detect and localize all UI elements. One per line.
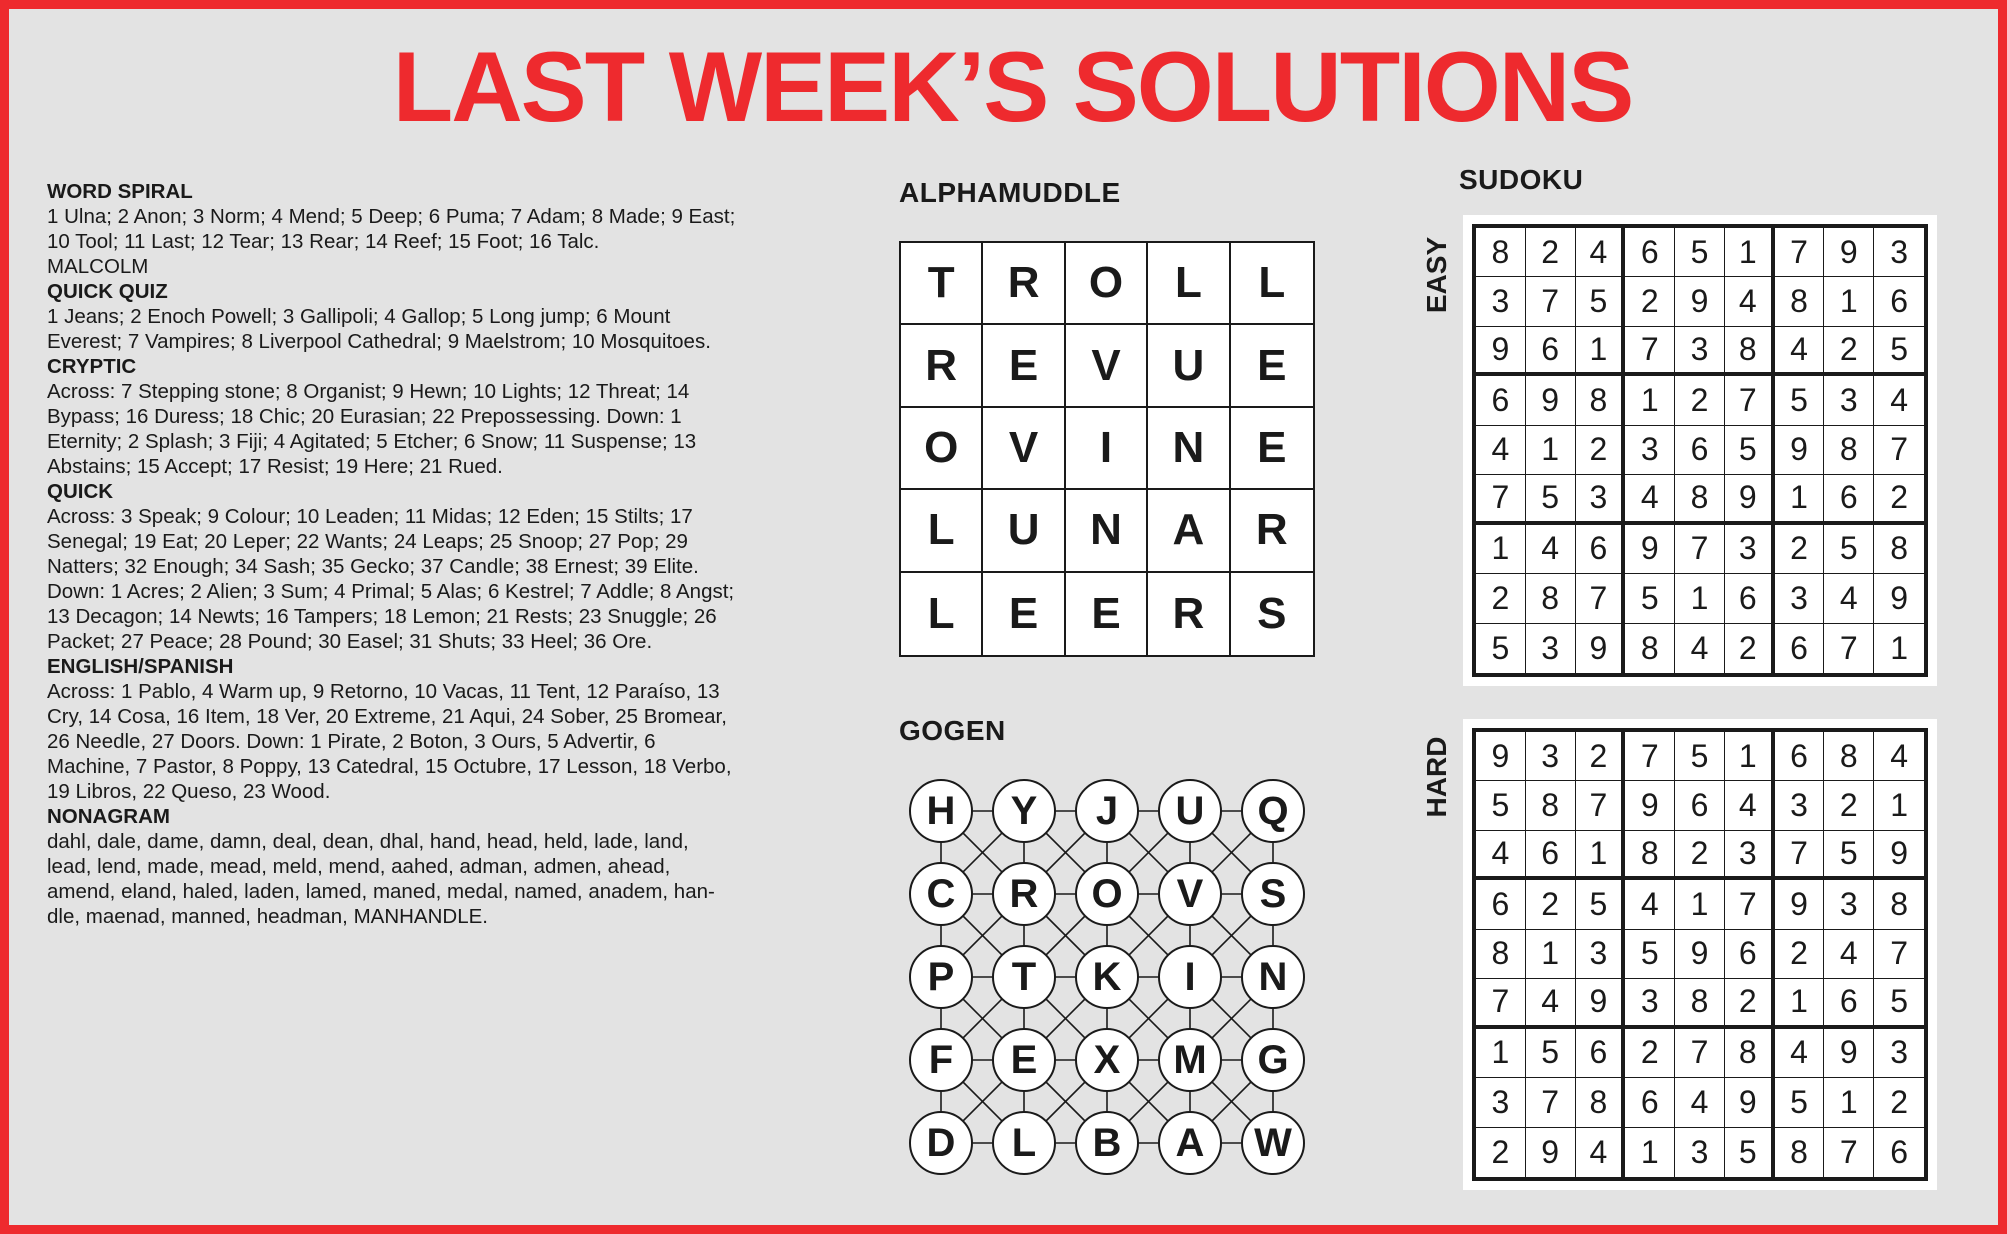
sudoku-cell: 2 (1526, 880, 1576, 929)
sudoku-cell: 8 (1874, 880, 1924, 929)
solution-line: dle, maenad, manned, headman, MANHANDLE. (47, 905, 488, 928)
solution-line: Across: 7 Stepping stone; 8 Organist; 9 Hewn; 10 Lights; 12 Threat; 14 (47, 380, 690, 403)
sudoku-cell: 6 (1526, 831, 1576, 880)
solutions-text-column (47, 179, 807, 929)
sudoku-cell: 7 (1576, 574, 1626, 623)
sudoku-cell: 1 (1476, 1029, 1526, 1078)
sudoku-cell: 8 (1476, 930, 1526, 979)
alphamuddle-cell: R (983, 243, 1065, 325)
sudoku-cell: 9 (1824, 228, 1874, 277)
alphamuddle-cell: E (1231, 325, 1313, 407)
solution-line: Machine, 7 Pastor, 8 Poppy, 13 Catedral, 15 Octubre, 17 Lesson, 18 Verbo, (47, 755, 732, 778)
sudoku-cell: 4 (1874, 732, 1924, 781)
sudoku-cell: 4 (1824, 574, 1874, 623)
sudoku-cell: 2 (1476, 1128, 1526, 1177)
gogen-letter: P (927, 954, 955, 999)
sudoku-cell: 2 (1625, 1029, 1675, 1078)
sudoku-cell: 7 (1824, 1128, 1874, 1177)
sudoku-cell: 1 (1775, 475, 1825, 524)
sudoku-cell: 5 (1576, 880, 1626, 929)
sudoku-cell: 8 (1625, 831, 1675, 880)
sudoku-cell: 9 (1874, 574, 1924, 623)
gogen-letter: K (1092, 954, 1122, 999)
sudoku-cell: 7 (1775, 831, 1825, 880)
sudoku-cell: 2 (1775, 930, 1825, 979)
sudoku-cell: 7 (1476, 475, 1526, 524)
sudoku-cell: 8 (1874, 525, 1924, 574)
sudoku-cell: 7 (1625, 327, 1675, 376)
solution-heading: WORD SPIRAL (47, 180, 193, 203)
sudoku-cell: 1 (1526, 930, 1576, 979)
sudoku-cell: 1 (1725, 732, 1775, 781)
sudoku-cell: 6 (1890, 1133, 1908, 1170)
sudoku-cell: 5 (1874, 979, 1924, 1028)
sudoku-cell: 1 (1824, 1078, 1874, 1127)
solution-line: Down: 1 Acres; 2 Alien; 3 Sum; 4 Primal; 5 Alas; 6 Kestrel; 7 Addle; 8 Angst; (47, 580, 735, 603)
sudoku-cell: 4 (1476, 426, 1526, 475)
gogen-letter: G (1257, 1037, 1289, 1082)
gogen-letter: Q (1257, 788, 1289, 833)
sudoku-cell: 1 (1625, 1128, 1675, 1177)
sudoku-cell: 7 (1476, 979, 1526, 1028)
gogen-letter: I (1184, 954, 1196, 999)
alphamuddle-cell: U (983, 490, 1065, 572)
sudoku-cell: 7 (1576, 781, 1626, 830)
gogen-letter: V (1176, 871, 1204, 916)
sudoku-cell: 3 (1725, 525, 1775, 574)
solution-heading: ENGLISH/SPANISH (47, 655, 234, 678)
gogen-letter: Y (1010, 788, 1038, 833)
solution-heading: CRYPTIC (47, 355, 137, 378)
sudoku-cell: 3 (1625, 979, 1675, 1028)
sudoku-cell: 4 (1526, 979, 1576, 1028)
sudoku-cell: 6 (1675, 426, 1725, 475)
alphamuddle-cell: O (1066, 243, 1148, 325)
sudoku-cell: 5 (1824, 525, 1874, 574)
sudoku-cell: 1 (1625, 376, 1675, 425)
gogen-board (899, 769, 1315, 1185)
sudoku-cell: 5 (1775, 1078, 1825, 1127)
sudoku-cell: 8 (1526, 574, 1576, 623)
sudoku-cell: 4 (1576, 1128, 1626, 1177)
sudoku-heading: SUDOKU (1459, 164, 1584, 195)
sudoku-cell: 6 (1824, 979, 1874, 1028)
sudoku-cell: 5 (1576, 277, 1626, 326)
gogen-letter: S (1259, 871, 1287, 916)
gogen-letter: R (1009, 871, 1039, 916)
sudoku-cell: 6 (1874, 277, 1924, 326)
sudoku-cell: 7 (1824, 624, 1874, 673)
sudoku-cell: 9 (1675, 277, 1725, 326)
alphamuddle-cell: E (983, 325, 1065, 407)
sudoku-cell: 9 (1476, 732, 1526, 781)
sudoku-cell: 7 (1675, 525, 1725, 574)
sudoku-cell: 9 (1725, 1078, 1775, 1127)
sudoku-cell: 3 (1576, 930, 1626, 979)
sudoku-hard-card (1463, 719, 1937, 1190)
solution-line: 10 Tool; 11 Last; 12 Tear; 13 Rear; 14 Reef; 15 Foot; 16 Talc. (47, 230, 600, 253)
sudoku-cell: 8 (1526, 781, 1576, 830)
sudoku-cell: 8 (1824, 426, 1874, 475)
alphamuddle-cell: A (1148, 490, 1230, 572)
solution-line: Cry, 14 Cosa, 16 Item, 18 Ver, 20 Extreme, 21 Aqui, 24 Sober, 25 Bromear, (47, 705, 727, 728)
sudoku-cell: 2 (1874, 475, 1924, 524)
sudoku-cell: 3 (1675, 1128, 1725, 1177)
sudoku-cell: 4 (1476, 831, 1526, 880)
sudoku-cell: 7 (1874, 930, 1924, 979)
sudoku-cell: 6 (1476, 880, 1526, 929)
sudoku-cell: 5 (1625, 930, 1675, 979)
sudoku-cell: 7 (1775, 228, 1825, 277)
solution-line: Everest; 7 Vampires; 8 Liverpool Cathedral; 9 Maelstrom; 10 Mosquitoes. (47, 330, 711, 353)
sudoku-cell: 3 (1775, 781, 1825, 830)
sudoku-cell: 1 (1725, 228, 1775, 277)
sudoku-cell: 4 (1675, 624, 1725, 673)
solution-line: 13 Decagon; 14 Newts; 16 Tampers; 18 Lemon; 21 Rests; 23 Snuggle; 26 (47, 605, 717, 628)
sudoku-cell: 8 (1775, 1128, 1825, 1177)
sudoku-cell: 9 (1775, 880, 1825, 929)
sudoku-hard-label: HARD (1421, 736, 1452, 818)
gogen-letter: A (1175, 1120, 1205, 1165)
sudoku-cell: 6 (1775, 732, 1825, 781)
sudoku-cell: 3 (1824, 880, 1874, 929)
sudoku-cell: 8 (1824, 732, 1874, 781)
sudoku-cell: 2 (1675, 831, 1725, 880)
sudoku-cell: 9 (1725, 475, 1775, 524)
gogen-letter: E (1010, 1037, 1038, 1082)
sudoku-cell: 7 (1526, 1078, 1576, 1127)
gogen-letter: U (1175, 788, 1205, 833)
solution-line: Senegal; 19 Eat; 20 Leper; 22 Wants; 24 Leaps; 25 Snoop; 27 Pop; 29 (47, 530, 688, 553)
sudoku-cell: 6 (1725, 574, 1775, 623)
sudoku-cell: 9 (1775, 426, 1825, 475)
solution-line: Packet; 27 Peace; 28 Pound; 30 Easel; 31 Shuts; 33 Heel; 36 Ore. (47, 630, 653, 653)
sudoku-cell: 8 (1725, 1029, 1775, 1078)
sudoku-cell: 4 (1775, 327, 1825, 376)
solution-line: Natters; 32 Enough; 34 Sash; 35 Gecko; 37 Candle; 38 Ernest; 39 Elite. (47, 555, 699, 578)
sudoku-cell: 1 (1576, 831, 1626, 880)
alphamuddle-cell: I (1066, 408, 1148, 490)
solution-line: 1 Jeans; 2 Enoch Powell; 3 Gallipoli; 4 Gallop; 5 Long jump; 6 Mount (47, 305, 671, 328)
sudoku-cell: 7 (1675, 1029, 1725, 1078)
solution-heading: NONAGRAM (47, 805, 170, 828)
sudoku-cell: 9 (1476, 327, 1526, 376)
sudoku-cell: 5 (1675, 732, 1725, 781)
sudoku-cell: 7 (1725, 376, 1775, 425)
solution-line: 19 Libros, 22 Queso, 23 Wood. (47, 780, 331, 803)
sudoku-easy-card (1463, 215, 1937, 686)
sudoku-cell: 9 (1824, 1029, 1874, 1078)
sudoku-cell: 2 (1824, 327, 1874, 376)
gogen-letter: J (1095, 788, 1119, 833)
sudoku-cell: 9 (1576, 979, 1626, 1028)
solution-line: MALCOLM (47, 255, 149, 278)
sudoku-cell: 2 (1675, 376, 1725, 425)
sudoku-cell: 4 (1526, 525, 1576, 574)
alphamuddle-cell: E (1231, 408, 1313, 490)
sudoku-cell: 6 (1725, 930, 1775, 979)
solution-line: Across: 1 Pablo, 4 Warm up, 9 Retorno, 10 Vacas, 11 Tent, 12 Paraíso, 13 (47, 680, 720, 703)
sudoku-cell: 6 (1576, 1029, 1626, 1078)
sudoku-cell: 8 (1775, 277, 1825, 326)
alphamuddle-cell: T (901, 243, 983, 325)
sudoku-cell: 6 (1576, 525, 1626, 574)
gogen-letter: L (1011, 1120, 1037, 1165)
sudoku-cell: 8 (1675, 475, 1725, 524)
solution-line: Eternity; 2 Splash; 3 Fiji; 4 Agitated; 5 Etcher; 6 Snow; 11 Suspense; 13 (47, 430, 697, 453)
sudoku-cell: 3 (1476, 1078, 1526, 1127)
sudoku-cell: 3 (1725, 831, 1775, 880)
gogen-letter: M (1173, 1037, 1207, 1082)
sudoku-cell: 9 (1576, 624, 1626, 673)
sudoku-cell: 1 (1576, 327, 1626, 376)
gogen-letter: D (926, 1120, 956, 1165)
sudoku-cell: 5 (1526, 1029, 1576, 1078)
sudoku-cell: 9 (1526, 376, 1576, 425)
sudoku-cell: 9 (1874, 831, 1924, 880)
sudoku-cell: 3 (1874, 228, 1924, 277)
sudoku-cell: 3 (1476, 277, 1526, 326)
sudoku-cell: 8 (1576, 376, 1626, 425)
gogen-letter: F (928, 1037, 954, 1082)
sudoku-cell: 4 (1725, 277, 1775, 326)
sudoku-hard-grid (1472, 728, 1928, 1181)
sudoku-cell: 6 (1775, 624, 1825, 673)
sudoku-cell: 6 (1824, 475, 1874, 524)
solution-line: 1 Ulna; 2 Anon; 3 Norm; 4 Mend; 5 Deep; 6 Puma; 7 Adam; 8 Made; 9 East; (47, 205, 736, 228)
gogen-letter: N (1258, 954, 1288, 999)
alphamuddle-cell: O (901, 408, 983, 490)
alphamuddle-cell: S (1257, 588, 1287, 638)
sudoku-cell: 5 (1526, 475, 1576, 524)
sudoku-cell: 6 (1625, 1078, 1675, 1127)
gogen-heading: GOGEN (899, 715, 1006, 746)
sudoku-cell: 1 (1675, 880, 1725, 929)
solution-heading: QUICK QUIZ (47, 280, 168, 303)
page-title: LAST WEEK’S SOLUTIONS (392, 31, 1633, 142)
sudoku-cell: 5 (1476, 781, 1526, 830)
alphamuddle-cell: E (1066, 573, 1148, 655)
sudoku-cell: 4 (1625, 880, 1675, 929)
sudoku-cell: 7 (1625, 732, 1675, 781)
sudoku-cell: 8 (1476, 228, 1526, 277)
solution-line: Abstains; 15 Accept; 17 Resist; 19 Here; 21 Rued. (47, 455, 503, 478)
sudoku-cell: 5 (1824, 831, 1874, 880)
sudoku-cell: 5 (1725, 426, 1775, 475)
sudoku-cell: 4 (1576, 228, 1626, 277)
solution-line: 26 Needle, 27 Doors. Down: 1 Pirate, 2 Boton, 3 Ours, 5 Advertir, 6 (47, 730, 656, 753)
sudoku-cell: 2 (1576, 426, 1626, 475)
sudoku-cell: 8 (1675, 979, 1725, 1028)
sudoku-cell: 1 (1874, 781, 1924, 830)
sudoku-cell: 2 (1775, 525, 1825, 574)
sudoku-cell: 1 (1775, 979, 1825, 1028)
alphamuddle-cell: V (983, 408, 1065, 490)
sudoku-cell: 4 (1725, 781, 1775, 830)
alphamuddle-cell: L (901, 573, 983, 655)
sudoku-cell: 9 (1526, 1128, 1576, 1177)
solution-line: Bypass; 16 Duress; 18 Chic; 20 Eurasian; 22 Prepossessing. Down: 1 (47, 405, 682, 428)
sudoku-cell: 5 (1476, 624, 1526, 673)
sudoku-cell: 8 (1625, 624, 1675, 673)
sudoku-cell: 2 (1625, 277, 1675, 326)
sudoku-cell: 3 (1526, 732, 1576, 781)
sudoku-cell: 3 (1625, 426, 1675, 475)
gogen-letter: X (1093, 1037, 1121, 1082)
alphamuddle-cell: U (1148, 325, 1230, 407)
gogen-letter: O (1091, 871, 1123, 916)
gogen-letter: W (1254, 1120, 1292, 1165)
sudoku-cell: 5 (1625, 574, 1675, 623)
sudoku-cell: 2 (1526, 228, 1576, 277)
alphamuddle-cell: R (1231, 490, 1313, 572)
sudoku-cell: 5 (1675, 228, 1725, 277)
sudoku-cell: 9 (1625, 525, 1675, 574)
alphamuddle-grid (899, 241, 1315, 657)
alphamuddle-cell: E (983, 573, 1065, 655)
sudoku-cell: 5 (1775, 376, 1825, 425)
sudoku-cell: 7 (1725, 880, 1775, 929)
solution-line: Across: 3 Speak; 9 Colour; 10 Leaden; 11 Midas; 12 Eden; 15 Stilts; 17 (47, 505, 693, 528)
alphamuddle-cell: N (1148, 408, 1230, 490)
sudoku-cell: 3 (1526, 624, 1576, 673)
sudoku-cell: 4 (1824, 930, 1874, 979)
sudoku-cell: 6 (1625, 228, 1675, 277)
sudoku-cell: 2 (1725, 624, 1775, 673)
sudoku-cell: 2 (1725, 979, 1775, 1028)
sudoku-cell: 1 (1526, 426, 1576, 475)
sudoku-cell: 9 (1625, 781, 1675, 830)
alphamuddle-cell: L (1231, 243, 1313, 325)
sudoku-easy-label: EASY (1421, 236, 1452, 314)
gogen-letter: B (1092, 1120, 1122, 1165)
sudoku-cell: 2 (1576, 732, 1626, 781)
sudoku-easy-grid (1472, 224, 1928, 677)
sudoku-cell: 6 (1476, 376, 1526, 425)
sudoku-cell: 9 (1675, 930, 1725, 979)
sudoku-cell: 4 (1874, 376, 1924, 425)
solution-line: dahl, dale, dame, damn, deal, dean, dhal, hand, head, held, lade, land, (47, 830, 689, 853)
sudoku-cell: 3 (1824, 376, 1874, 425)
sudoku-cell: 1 (1824, 277, 1874, 326)
alphamuddle-cell: R (901, 325, 983, 407)
sudoku-cell: 3 (1775, 574, 1825, 623)
sudoku-cell: 2 (1824, 781, 1874, 830)
sudoku-cell: 4 (1675, 1078, 1725, 1127)
sudoku-cell: 3 (1576, 475, 1626, 524)
alphamuddle-cell: N (1066, 490, 1148, 572)
sudoku-cell: 3 (1675, 327, 1725, 376)
alphamuddle-cell: L (1148, 243, 1230, 325)
alphamuddle-heading: ALPHAMUDDLE (899, 177, 1121, 208)
gogen-letter: C (926, 871, 956, 916)
alphamuddle-cell: V (1066, 325, 1148, 407)
sudoku-cell: 2 (1476, 574, 1526, 623)
sudoku-cell: 4 (1625, 475, 1675, 524)
sudoku-cell: 3 (1874, 1029, 1924, 1078)
sudoku-cell: 1 (1890, 629, 1908, 666)
sudoku-cell: 8 (1576, 1078, 1626, 1127)
sudoku-cell: 8 (1725, 327, 1775, 376)
sudoku-cell: 4 (1775, 1029, 1825, 1078)
alphamuddle-cell: L (901, 490, 983, 572)
solution-line: lead, lend, made, mead, meld, mend, aahed, adman, admen, ahead, (47, 855, 671, 878)
sudoku-cell: 1 (1476, 525, 1526, 574)
sudoku-cell: 7 (1526, 277, 1576, 326)
sudoku-cell: 6 (1675, 781, 1725, 830)
sudoku-cell: 7 (1874, 426, 1924, 475)
gogen-letter: H (926, 788, 956, 833)
sudoku-cell: 6 (1526, 327, 1576, 376)
sudoku-cell: 2 (1874, 1078, 1924, 1127)
gogen-letter: T (1011, 954, 1037, 999)
solution-heading: QUICK (47, 480, 114, 503)
sudoku-cell: 5 (1874, 327, 1924, 376)
sudoku-cell: 5 (1725, 1128, 1775, 1177)
sudoku-cell: 1 (1675, 574, 1725, 623)
solution-line: amend, eland, haled, laden, lamed, maned, medal, named, anadem, han- (47, 880, 715, 903)
alphamuddle-cell: R (1148, 573, 1230, 655)
